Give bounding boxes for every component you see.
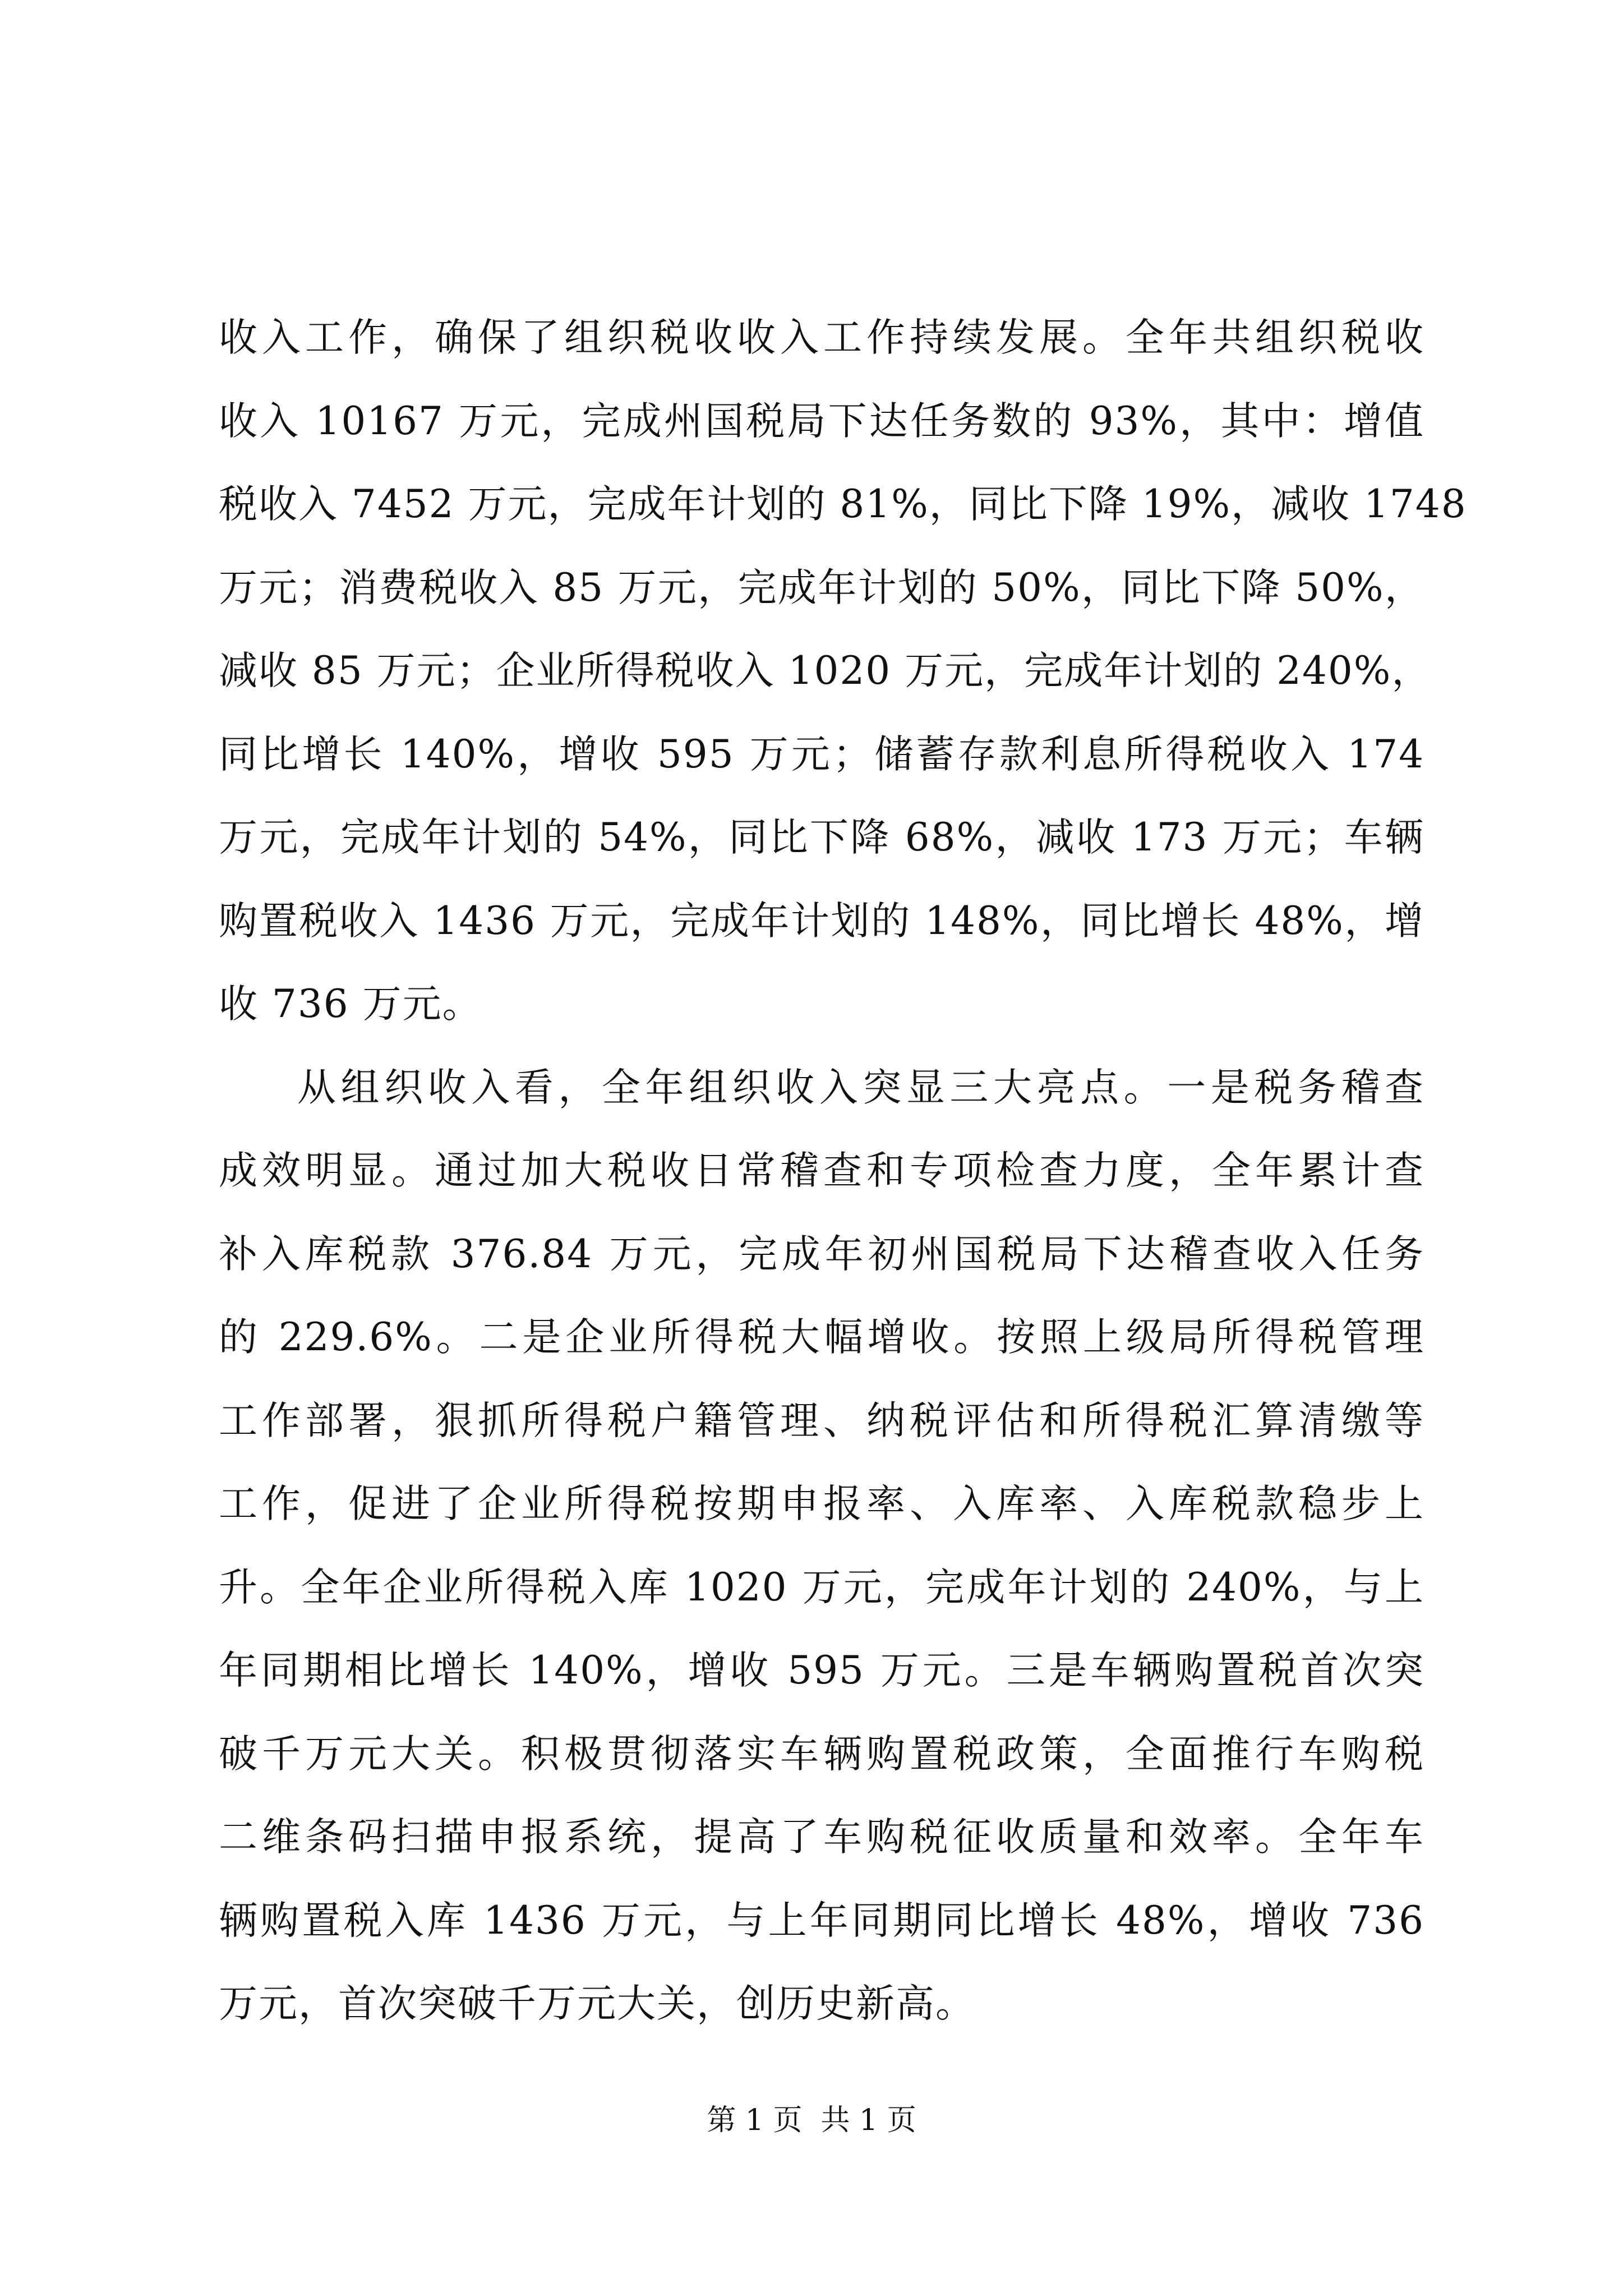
page-footer: 第 1 页 共 1 页 [707, 2104, 916, 2137]
body-text [219, 296, 1467, 2046]
paragraph-line: 万元，首次突破千万元大关，创历史新高。 [219, 1981, 975, 2026]
paragraph-line: 升。全年企业所得税入库 1020 万元，完成年计划的 240%，与上 [219, 1565, 1424, 1610]
paragraph-line: 工作，促进了企业所得税按期申报率、入库率、入库税款稳步上 [219, 1481, 1424, 1526]
paragraph-line: 收入 10167 万元，完成州国税局下达任务数的 93%，其中：增值 [219, 398, 1424, 444]
paragraph-line: 工作部署，狠抓所得税户籍管理、纳税评估和所得税汇算清缴等 [219, 1398, 1424, 1443]
paragraph-line: 补入库税款 376.84 万元，完成年初州国税局下达稽查收入任务 [219, 1231, 1424, 1277]
paragraph-line: 辆购置税入库 1436 万元，与上年同期同比增长 48%，增收 736 [219, 1898, 1424, 1943]
paragraph-line: 万元；消费税收入 85 万元，完成年计划的 50%，同比下降 50%， [219, 565, 1424, 610]
paragraph-line: 破千万元大关。积极贯彻落实车辆购置税政策，全面推行车购税 [219, 1731, 1424, 1777]
paragraph-line: 的 229.6%。二是企业所得税大幅增收。按照上级局所得税管理 [219, 1315, 1424, 1360]
paragraph-line: 收 736 万元。 [219, 982, 482, 1027]
paragraph-line: 减收 85 万元；企业所得税收入 1020 万元，完成年计划的 240%， [219, 648, 1432, 693]
paragraph-line: 收入工作，确保了组织税收收入工作持续发展。全年共组织税收 [219, 315, 1424, 360]
paragraph-line: 年同期相比增长 140%，增收 595 万元。三是车辆购置税首次突 [219, 1648, 1424, 1693]
paragraph-line: 税收入 7452 万元，完成年计划的 81%，同比下降 19%，减收 1748 [219, 482, 1467, 527]
paragraph-line: 从组织收入看，全年组织收入突显三大亮点。一是税务稽查 [297, 1065, 1424, 1110]
paragraph-line: 二维条码扫描申报系统，提高了车购税征收质量和效率。全年车 [219, 1815, 1424, 1860]
paragraph-line: 万元，完成年计划的 54%，同比下降 68%，减收 173 万元；车辆 [219, 815, 1424, 860]
paragraph-line: 购置税收入 1436 万元，完成年计划的 148%，同比增长 48%，增 [219, 898, 1424, 944]
paragraph-line: 成效明显。通过加大税收日常稽查和专项检查力度，全年累计查 [219, 1148, 1424, 1193]
paragraph-line: 同比增长 140%，增收 595 万元；储蓄存款利息所得税收入 174 [219, 731, 1424, 777]
